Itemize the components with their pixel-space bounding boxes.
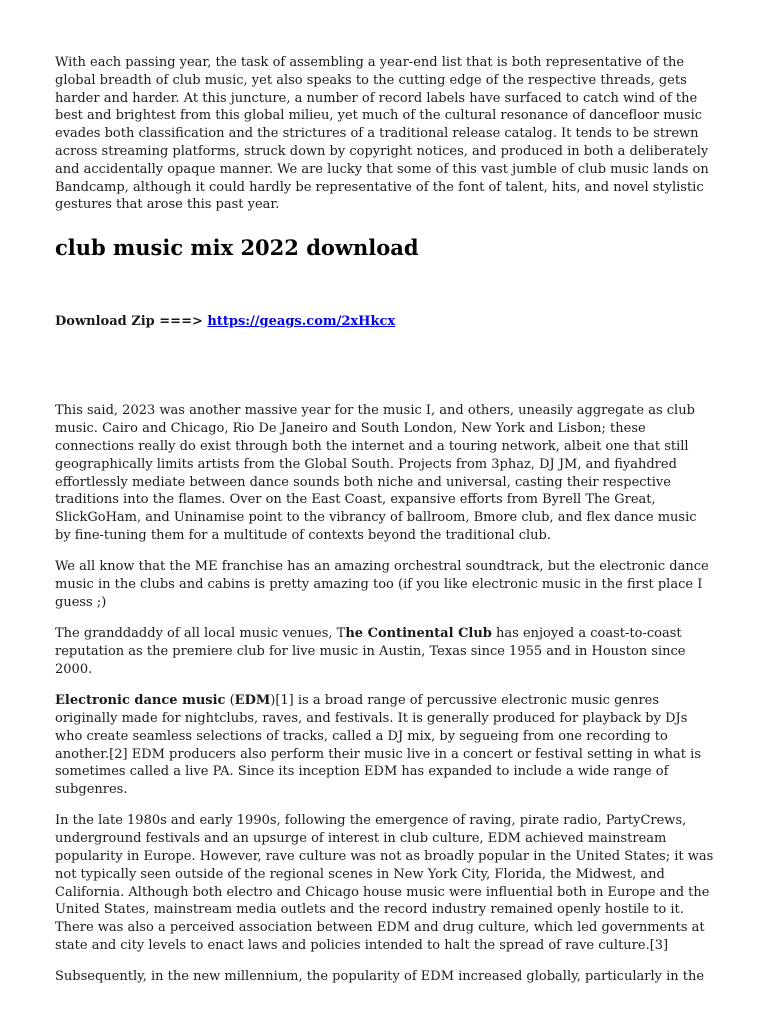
- paragraph-continental-club: [55, 625, 715, 678]
- page-title: club music mix 2022 download: [55, 235, 419, 261]
- download-link[interactable]: https://geags.com/2xHkcx: [207, 314, 396, 330]
- text-segment: has enjoyed a coast-to-coast reputation as the premiere club for live music in Austin, Texas since 1955 and in Houston since 2000.: [55, 626, 686, 677]
- paragraph-me-franchise: We all know that the ME franchise has an amazing orchestral soundtrack, but the electronic dance music in the clubs and cabins is pretty amazing too (if you like electronic music in the first place I guess ;): [55, 559, 709, 610]
- paragraph-edm-history: In the late 1980s and early 1990s, following the emergence of raving, pirate radio, PartyCrews, underground festivals and an upsurge of interest in club culture, EDM achieved mainstream popularity in Europe. However, rave culture was not as broadly popular in the United States; it was not typically seen outside of the regional scenes in New York City, Florida, the Midwest, and California. Although both electro and Chicago house music were influential both in Europe and the United States, mainstream media outlets and the record industry remained openly hostile to it. There was also a perceived association between EDM and drug culture, which led governments at state and city levels to enact laws and policies intended to halt the spread of rave culture.[3]: [55, 813, 714, 953]
- text-segment: )[1] is a broad range of percussive electronic music genres originally made for nightclubs, raves, and festivals. It is generally produced for playback by DJs who create seamless selections of tracks, called a DJ mix, by segueing from one recording to another.[2] EDM producers also perform their music live in a concert or festival setting in what is sometimes called a live PA. Since its inception EDM has expanded to include a wide range of subgenres.: [55, 693, 701, 798]
- text-segment: (: [225, 693, 235, 709]
- document-body: [55, 54, 715, 1000]
- bold-venue-name: he Continental Club: [345, 626, 492, 642]
- download-label: Download Zip ===>: [55, 314, 208, 330]
- download-line: [55, 313, 715, 331]
- paragraph-club-music-2023: This said, 2023 was another massive year for the music I, and others, uneasily aggregate as club music. Cairo and Chicago, Rio De Janeiro and South London, New York and Lisbon; these connections really do exist through both the internet and a touring network, albeit one that still geographically limits artists from the Global South. Projects from 3phaz, DJ JM, and fiyahdred effortlessly mediate between dance sounds both niche and universal, casting their respective traditions into the flames. Over on the East Coast, expansive efforts from Byrell The Great, SlickGoHam, and Uninamise point to the vibrancy of ballroom, Bmore club, and flex dance music by fine-tuning them for a multitude of contexts beyond the traditional club.: [55, 403, 697, 544]
- paragraph-millennium: Subsequently, in the new millennium, the popularity of EDM increased globally, particularly in the: [55, 969, 705, 985]
- intro-paragraph: With each passing year, the task of assembling a year-end list that is both representative of the global breadth of club music, yet also speaks to the cutting edge of the respective threads, gets harder and harder. At this juncture, a number of record labels have surfaced to catch wind of the best and brightest from this global milieu, yet much of the cultural resonance of dancefloor music evades both classification and the strictures of a traditional release catalog. It tends to be strewn across streaming platforms, struck down by copyright notices, and produced in both a deliberately and accidentally opaque manner. We are lucky that some of this vast jumble of club music lands on Bandcamp, although it could hardly be representative of the font of talent, hits, and novel stylistic gestures that arose this past year.: [55, 55, 709, 213]
- bold-term-edm: Electronic dance music: [55, 693, 226, 709]
- text-segment: The granddaddy of all local music venues, T: [55, 626, 346, 642]
- bold-acronym-edm: EDM: [234, 693, 271, 709]
- spacer: [55, 344, 715, 402]
- paragraph-edm-definition: [55, 692, 715, 799]
